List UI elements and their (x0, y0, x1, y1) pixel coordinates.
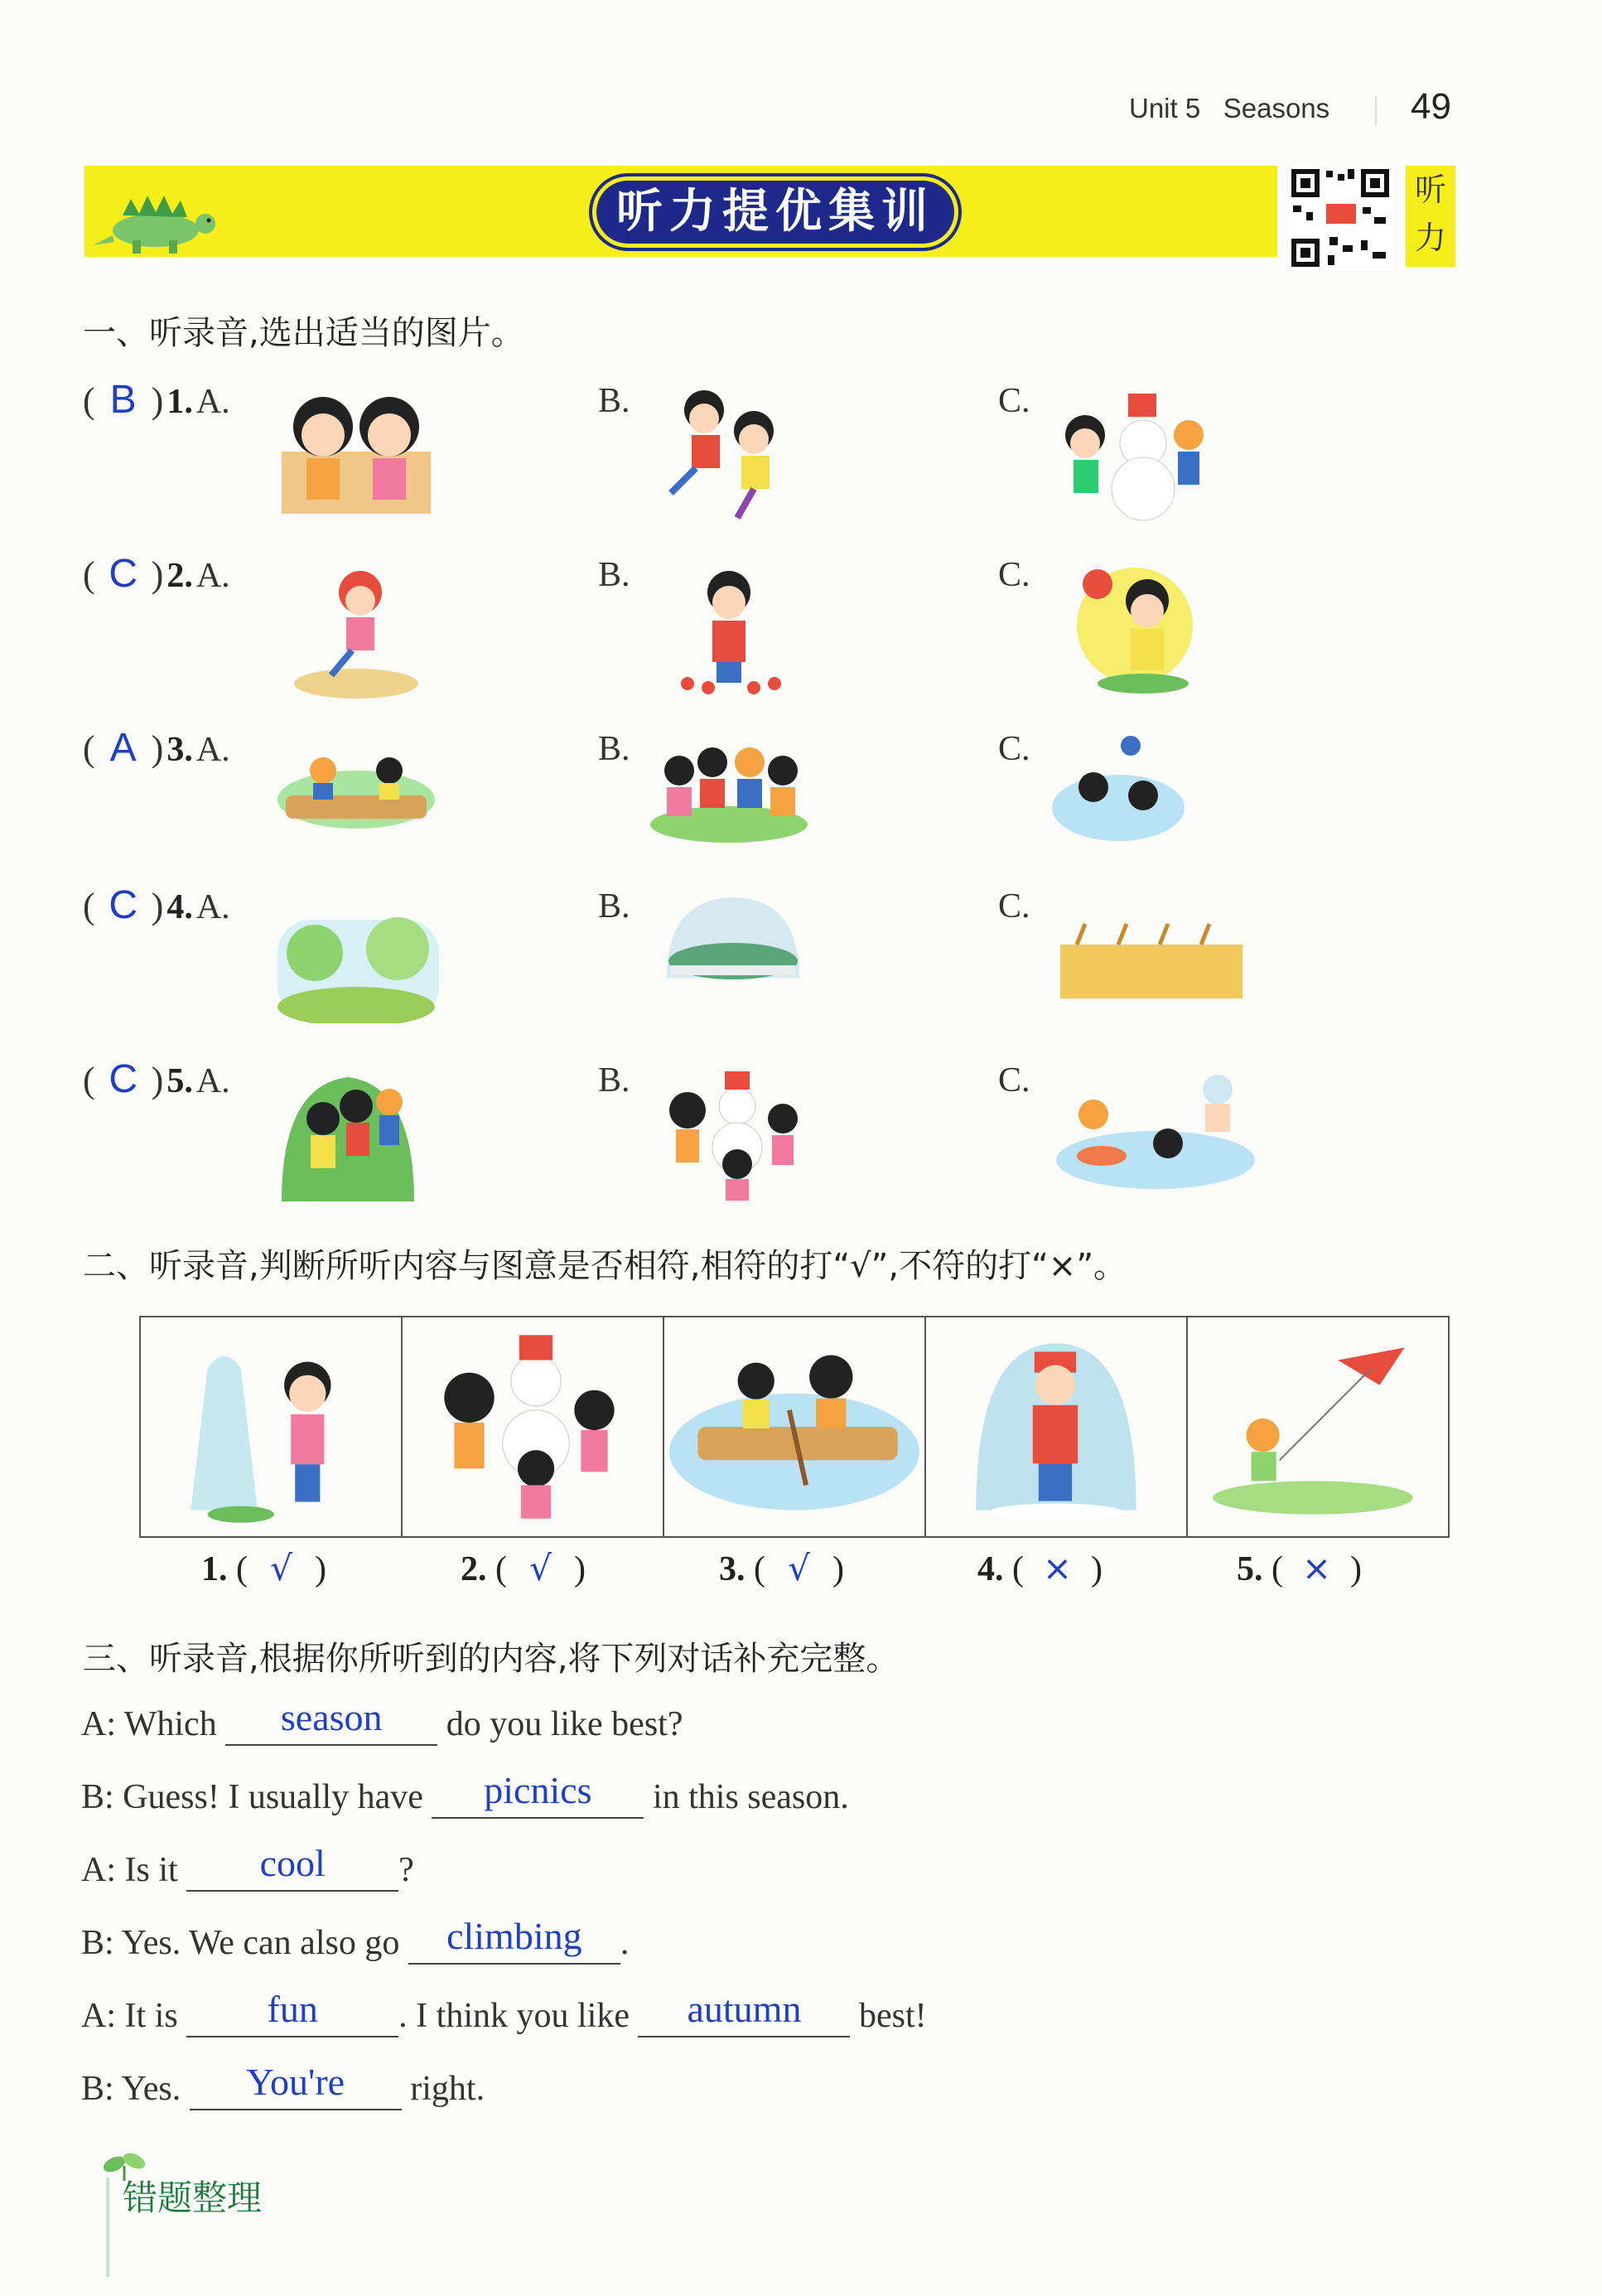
line-text: . I think you like (398, 1997, 639, 2035)
paren-close: ) (151, 728, 164, 769)
boy-walking-on-sand-picture (290, 559, 422, 700)
fill-answer: fun (267, 1988, 318, 2030)
unit-text: Unit 5 (1129, 93, 1201, 123)
line-text: A: Which (81, 1705, 226, 1743)
option-c-label: C. (998, 382, 1030, 420)
item-number: 4. (977, 1550, 1004, 1588)
question-number-1: 1. (166, 383, 193, 421)
dialogue-line-3 (81, 1842, 414, 1892)
judgement-answer-4: × (1042, 1548, 1073, 1588)
answer-2: C (109, 552, 138, 596)
paren-close: ) (151, 554, 164, 595)
judgement-picture-table (139, 1316, 1450, 1538)
section1-title: 一、听录音,选出适当的图片。 (83, 314, 524, 352)
side-tab-char-2: 力 (1414, 220, 1446, 256)
dialogue-line-6 (81, 2061, 485, 2110)
line-text: A: Is it (81, 1851, 187, 1889)
table-cell-1 (141, 1317, 403, 1536)
option-b-label: B. (598, 887, 630, 926)
boy-in-snow-picture (926, 1317, 1186, 1536)
option-b-label: B. (598, 382, 630, 420)
line-text: B: Yes. (81, 2070, 190, 2108)
option-c-label: C. (998, 730, 1030, 768)
children-with-snowman-picture (654, 1065, 812, 1206)
two-children-talking-picture (273, 385, 439, 518)
rowing-boat-picture (273, 737, 439, 837)
fill-answer: autumn (687, 1988, 802, 2030)
picnic-group-picture (646, 737, 812, 845)
item-number: 5. (1237, 1550, 1263, 1588)
line-text: B: Guess! I usually have (81, 1778, 432, 1816)
answer-1: B (109, 378, 137, 422)
question-number-3: 3. (166, 731, 193, 769)
topic-text: Seasons (1223, 93, 1330, 123)
line-text: B: Yes. We can also go (81, 1924, 408, 1962)
dinosaur-icon (89, 187, 222, 257)
table-cell-2 (403, 1317, 664, 1536)
fill-answer: cool (259, 1842, 326, 1884)
fill-blank-2[interactable] (432, 1769, 644, 1819)
paren-open: ( (83, 380, 95, 421)
table-cell-5 (1188, 1317, 1448, 1536)
footer-margin-line (106, 2178, 109, 2277)
paren-open: ( (83, 1060, 95, 1100)
line-text: do you like best? (437, 1705, 683, 1743)
line-text: right. (401, 2070, 485, 2108)
judgement-item-3: 3. ( √ ) (719, 1548, 844, 1588)
option-b-label: B. (598, 730, 630, 768)
paren-open: ( (83, 886, 95, 926)
dialogue-line-5 (81, 1988, 927, 2037)
fill-blank-4[interactable] (408, 1915, 620, 1965)
option-a-label: A. (195, 383, 230, 421)
paren-open: ( (83, 728, 95, 769)
fill-blank-5[interactable] (186, 1988, 398, 2037)
fill-blank-3[interactable] (186, 1842, 398, 1892)
question-row-2 (83, 551, 230, 597)
line-text: ? (398, 1851, 414, 1889)
wheat-field-picture (1052, 920, 1251, 1003)
boy-in-sunshine-picture (1069, 559, 1209, 700)
spring-trees-landscape-picture (273, 903, 443, 1023)
page-number: 49 (1411, 86, 1451, 127)
paren-open: ( (83, 554, 95, 595)
dialogue-line-4 (81, 1915, 630, 1965)
option-c-label: C. (998, 1061, 1030, 1100)
line-text: . (620, 1924, 630, 1962)
swimming-pool-picture (1052, 1069, 1259, 1193)
question-number-5: 5. (166, 1062, 193, 1100)
question-row-1 (83, 377, 230, 423)
table-cell-3 (664, 1317, 926, 1536)
paren-close: ) (151, 380, 164, 421)
line-text: best! (850, 1997, 927, 2035)
header-separator (1375, 96, 1377, 126)
judgement-item-1: 1. ( √ ) (201, 1548, 326, 1588)
unit-label (1129, 93, 1329, 124)
building-snowman-picture (1052, 385, 1209, 522)
paren-close: ) (151, 886, 164, 926)
option-a-label: A. (195, 1062, 230, 1100)
fill-blank-7[interactable] (190, 2061, 402, 2110)
question-row-3 (83, 725, 230, 771)
question-row-4 (83, 882, 230, 928)
hiking-children-picture (273, 1069, 422, 1206)
fill-blank-1[interactable] (225, 1696, 437, 1746)
boy-flying-kite-picture (1188, 1317, 1448, 1536)
table-cell-4 (926, 1317, 1188, 1536)
section3-title: 三、听录音,根据你所听到的内容,将下列对话补充完整。 (83, 1640, 900, 1678)
option-a-label: A. (195, 557, 230, 595)
question-number-4: 4. (166, 888, 193, 926)
option-c-label: C. (998, 556, 1030, 594)
judgement-item-2: 2. ( √ ) (461, 1548, 586, 1588)
qr-code-icon[interactable] (1288, 166, 1392, 270)
judgement-answer-2: √ (529, 1548, 552, 1588)
winter-hills-picture (663, 891, 803, 982)
option-a-label: A. (195, 888, 230, 926)
item-number: 3. (719, 1550, 746, 1588)
girl-climbing-mountain-picture (141, 1317, 401, 1536)
fill-answer: picnics (484, 1769, 592, 1811)
judgement-answer-1: √ (270, 1548, 292, 1588)
dialogue-line-2 (81, 1769, 849, 1819)
children-playing-picture (646, 385, 812, 522)
paren-close: ) (151, 1060, 164, 1100)
judgement-item-4: 4. ( × ) (977, 1548, 1103, 1588)
fill-answer: climbing (446, 1915, 582, 1957)
banner-title: 听力提优集训 (596, 181, 954, 244)
judgement-answer-5: × (1301, 1548, 1332, 1588)
boy-among-flowers-picture (671, 559, 787, 700)
children-rowing-boat-picture (664, 1317, 924, 1536)
error-review-label: 错题整理 (123, 2178, 263, 2218)
line-text: A: It is (81, 1997, 187, 2035)
line-text: in this season. (644, 1778, 849, 1816)
answer-5: C (109, 1057, 138, 1101)
item-number: 2. (461, 1550, 487, 1588)
answer-3: A (109, 726, 137, 770)
option-c-label: C. (998, 887, 1030, 926)
children-building-snowman-picture (403, 1317, 663, 1536)
item-number: 1. (201, 1550, 228, 1588)
section2-title: 二、听录音,判断所听内容与图意是否相符,相符的打“√”,不符的打“×”。 (83, 1247, 1127, 1285)
listening-side-tab (1406, 166, 1455, 267)
answer-4: C (109, 883, 138, 927)
option-a-label: A. (195, 731, 230, 769)
question-row-5 (83, 1056, 230, 1102)
fill-answer: You're (246, 2061, 345, 2103)
side-tab-char-1: 听 (1414, 172, 1446, 208)
option-b-label: B. (598, 556, 630, 594)
option-b-label: B. (598, 1061, 630, 1100)
fill-answer: season (280, 1696, 383, 1738)
judgement-item-5: 5. ( × ) (1237, 1548, 1362, 1588)
dialogue-line-1 (81, 1696, 683, 1746)
swimming-children-picture (1048, 733, 1189, 849)
fill-blank-6[interactable] (638, 1988, 850, 2037)
judgement-answer-3: √ (788, 1548, 810, 1588)
question-number-2: 2. (166, 557, 193, 595)
